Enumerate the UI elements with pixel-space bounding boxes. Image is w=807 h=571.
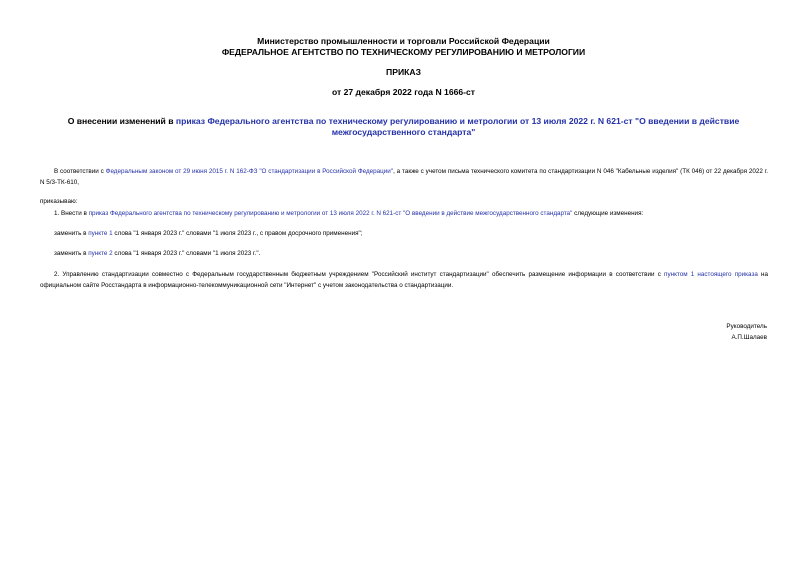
item-2-prefix: 2. Управлению стандартизации совместно с Федеральным государственным бюджетным учреждением "Российский институт стандартизации" обеспечить размещение информации в соответствии с: [54, 271, 665, 278]
basis-prefix: В соответствии с: [54, 168, 106, 175]
signature-role: Руководитель: [726, 323, 767, 330]
paragraph-change-1: [40, 228, 768, 239]
item-1-suffix: следующие изменения:: [572, 210, 644, 217]
item-1-prefix: 1. Внести в: [54, 210, 89, 217]
change-2-prefix: заменить в: [54, 250, 89, 257]
document-date: от 27 декабря 2022 года N 1666-ст: [331, 87, 476, 97]
paragraph-change-2: [40, 248, 768, 259]
signature-name: А.П.Шалаев: [731, 334, 767, 341]
paragraph-item-1: [40, 208, 768, 219]
federal-law-link[interactable]: Федеральным законом от 29 июня 2015 г. N 162-ФЗ "О стандартизации в Российской Федерации": [105, 168, 394, 175]
document-title: [40, 116, 767, 138]
title-prefix: О внесении изменений в: [67, 116, 176, 126]
change-2-suffix: слова "1 января 2023 г." словами "1 июля 2023 г.".: [112, 250, 261, 257]
document-type: ПРИКАЗ: [386, 67, 421, 77]
change-1-suffix: слова "1 января 2023 г." словами "1 июля 2023 г., с правом досрочного применения";: [112, 230, 363, 237]
item-1-reference-link[interactable]: пунктом 1 настоящего приказа: [664, 271, 758, 278]
agency-name: ФЕДЕРАЛЬНОЕ АГЕНТСТВО ПО ТЕХНИЧЕСКОМУ РЕГУЛИРОВАНИЮ И МЕТРОЛОГИИ: [221, 47, 586, 57]
title-order-link[interactable]: приказ Федерального агентства по техническому регулированию и метрологии от 13 июля 2022 г. N 621-ст "О введении в действие межгосударственного стандарта": [175, 116, 740, 137]
order-621-link[interactable]: приказ Федерального агентства по техническому регулированию и метрологии от 13 июля 2022 г. N 621-ст "О введении в действие межгосударственного стандарта": [88, 210, 573, 217]
item-2-suffix: на официальном сайте Росстандарта в информационно-телекоммуникационной сети "Интернет" с учетом законодательства о стандартизации.: [40, 271, 769, 289]
ministry-name: Министерство промышленности и торговли Российской Федерации: [257, 36, 550, 46]
basis-suffix: , а также с учетом письма технического комитета по стандартизации N 046 "Кабельные изделия" (ТК 046) от 22 декабря 2022 г. N 5/3-ТК-610,: [40, 168, 768, 186]
clause-2-link[interactable]: пункте 2: [88, 250, 113, 257]
paragraph-basis: [40, 166, 768, 188]
change-1-prefix: заменить в: [54, 230, 89, 237]
paragraph-order-word: приказываю:: [40, 198, 78, 205]
clause-1-link[interactable]: пункте 1: [88, 230, 113, 237]
paragraph-item-2: [40, 269, 768, 291]
